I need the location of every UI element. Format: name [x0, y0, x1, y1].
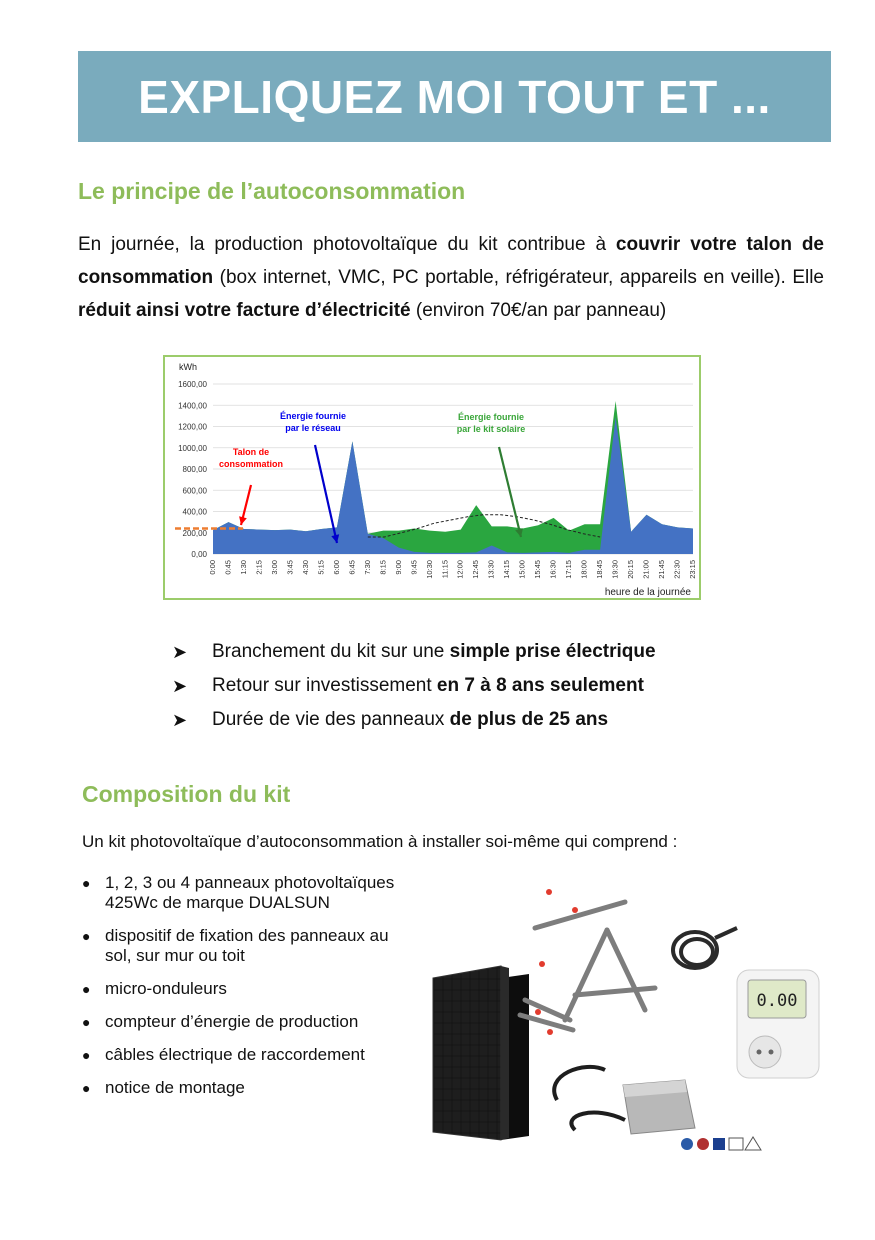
arrowhead-icon: ➤ [172, 710, 188, 730]
x-tick-label: 6:45 [347, 560, 357, 575]
x-tick-label: 18:45 [595, 560, 605, 579]
dot-icon: ● [82, 1014, 91, 1030]
kit-illustration [425, 880, 835, 1170]
x-tick-label: 21:00 [641, 560, 651, 579]
x-tick-label: 0:00 [208, 560, 217, 575]
x-tick-label: 17:15 [564, 560, 574, 579]
x-tick-label: 0:45 [223, 560, 233, 575]
annotation-label: par le kit solaire [456, 424, 526, 434]
list-item [82, 1078, 412, 1098]
kit-item-text: micro-onduleurs [105, 979, 227, 998]
x-tick-label: 19:30 [610, 560, 620, 579]
x-tick-label: 12:45 [471, 560, 481, 579]
certification-logos [681, 1137, 761, 1150]
kit-item-text: câbles électrique de raccordement [105, 1045, 365, 1064]
x-tick-label: 3:00 [269, 560, 279, 575]
title-banner [78, 51, 831, 142]
kit-item-text: compteur d’énergie de production [105, 1012, 359, 1031]
x-tick-label: 10:30 [424, 560, 434, 579]
kit-item-text: notice de montage [105, 1078, 245, 1097]
x-tick-label: 18:00 [579, 560, 589, 579]
x-tick-label: 6:00 [331, 560, 341, 575]
x-tick-label: 13:30 [486, 560, 496, 579]
x-tick-label: 11:15 [440, 560, 450, 579]
micro-inverter-icon [554, 1067, 695, 1134]
y-tick-label: 1000,00 [178, 443, 207, 453]
annotation-arrow [315, 445, 337, 543]
dot-icon: ● [82, 928, 91, 944]
intro-paragraph [78, 228, 824, 327]
y-tick-label: 1600,00 [178, 380, 207, 389]
chart-ylabel: kWh [179, 362, 197, 372]
kit-item-text: 1, 2, 3 ou 4 panneaux photovoltaïques 425Wc de marque DUALSUN [105, 873, 395, 912]
x-tick-label: 20:15 [626, 560, 636, 579]
list-item [82, 873, 412, 913]
x-tick-label: 21:45 [657, 560, 667, 579]
x-tick-label: 9:00 [393, 560, 403, 575]
page-title: EXPLIQUEZ MOI TOUT ET ... [138, 70, 771, 123]
annotation-label: Énergie fournie [279, 411, 347, 421]
cable-icon [673, 928, 737, 968]
x-tick-label: 3:45 [285, 560, 295, 575]
list-item [172, 637, 656, 671]
benefit-bold: simple prise électrique [449, 641, 656, 662]
x-tick-label: 16:30 [548, 560, 558, 579]
consumption-chart [163, 355, 701, 600]
annotation-label: Énergie fournie [457, 412, 525, 422]
y-tick-label: 800,00 [182, 465, 207, 474]
para-text: (environ 70€/an par panneau) [410, 300, 667, 321]
x-tick-label: 14:15 [502, 560, 512, 579]
para-text: En journée, la production photovoltaïque du kit contribue à [78, 234, 616, 255]
dot-icon: ● [82, 875, 91, 891]
chart-svg [165, 357, 699, 598]
x-tick-label: 9:45 [409, 560, 419, 575]
kit-item-text: dispositif de fixation des panneaux au sol, sur mur ou toit [105, 926, 389, 965]
list-item [172, 671, 656, 705]
section-heading-autoconsommation: Le principe de l’autoconsommation [78, 178, 466, 204]
x-tick-label: 12:00 [455, 560, 465, 579]
annotation-label: par le réseau [285, 423, 341, 433]
dot-icon: ● [82, 1047, 91, 1063]
benefit-bold: de plus de 25 ans [449, 709, 609, 730]
para-text: (box internet, VMC, PC portable, réfrigérateur, appareils en veille). Elle [213, 267, 824, 288]
x-tick-label: 1:30 [238, 560, 248, 575]
arrowhead-icon: ➤ [172, 642, 188, 662]
section-heading-composition: Composition du kit [82, 781, 291, 807]
x-tick-label: 8:15 [378, 560, 388, 575]
annotation-label: consommation [218, 459, 284, 469]
y-tick-label: 400,00 [182, 507, 207, 517]
x-tick-label: 2:15 [254, 560, 264, 575]
x-tick-label: 4:30 [300, 560, 310, 575]
x-tick-label: 5:15 [316, 560, 326, 575]
list-item [172, 705, 656, 739]
annotation-arrow [499, 447, 521, 537]
list-item [82, 1012, 412, 1032]
composition-intro: Un kit photovoltaïque d’autoconsommation à installer soi-même qui comprend : [82, 832, 678, 851]
benefits-list [172, 637, 656, 739]
solar-panel-icon [433, 966, 529, 1140]
dot-icon: ● [82, 981, 91, 997]
x-tick-label: 7:30 [362, 560, 372, 575]
benefit-text: Retour sur investissement [212, 675, 437, 696]
arrowhead-icon: ➤ [172, 676, 188, 696]
list-item [82, 926, 412, 966]
x-tick-label: 22:30 [672, 560, 682, 579]
x-tick-label: 15:00 [517, 560, 527, 579]
y-tick-label: 0,00 [191, 550, 207, 559]
benefit-text: Branchement du kit sur une [212, 641, 450, 662]
kit-items-list [82, 873, 412, 1111]
dot-icon: ● [82, 1080, 91, 1096]
energy-meter-icon [737, 970, 819, 1078]
y-tick-label: 1200,00 [178, 422, 207, 432]
meter-display: 0.00 [756, 991, 798, 1011]
x-tick-label: 15:45 [533, 560, 543, 579]
x-tick-label: 23:15 [688, 560, 697, 579]
annotation-label: Talon de [232, 447, 270, 457]
list-item [82, 979, 412, 999]
chart-xlabel: heure de la journée [604, 587, 691, 598]
para-bold: couvrir votre talon de consommation [78, 234, 824, 288]
benefit-text: Durée de vie des panneaux [212, 709, 450, 730]
para-bold: réduit ainsi votre facture d’électricité [78, 300, 411, 321]
y-tick-label: 600,00 [182, 486, 207, 496]
y-tick-label: 1400,00 [178, 401, 207, 411]
y-tick-label: 200,00 [182, 528, 207, 538]
benefit-bold: en 7 à 8 ans seulement [436, 675, 644, 696]
list-item [82, 1045, 412, 1065]
